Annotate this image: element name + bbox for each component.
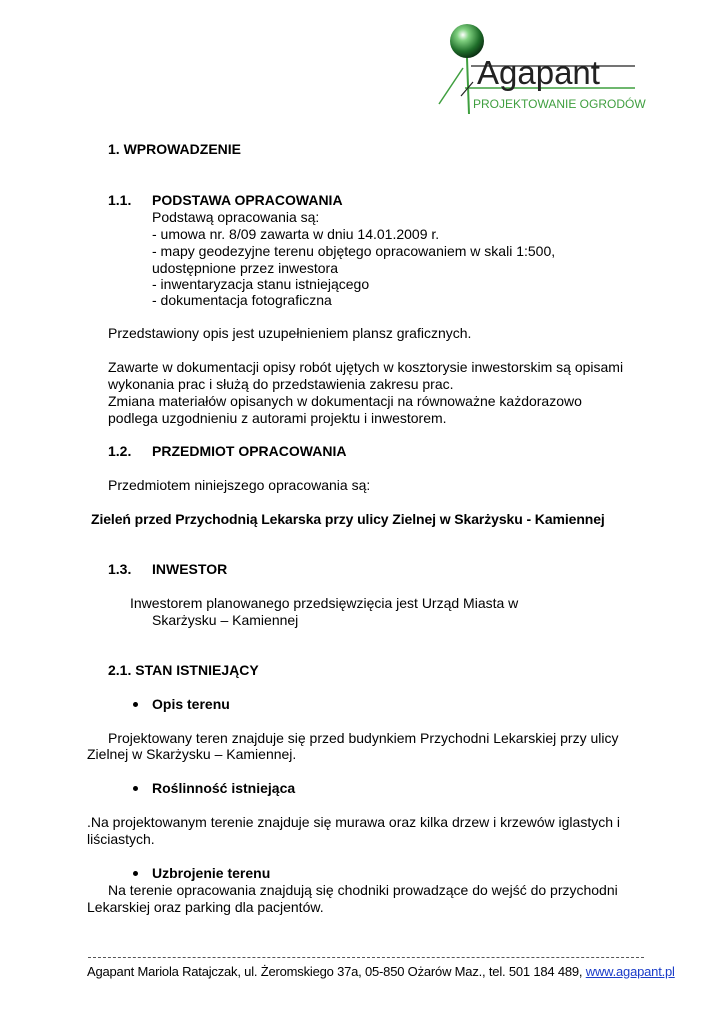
bullet-icon: [133, 786, 138, 791]
logo-brand: Agapant: [477, 54, 600, 91]
utilities-line: Lekarskiej oraz parking dla pacjentów.: [87, 899, 324, 915]
section-1-3-number: 1.3.: [108, 561, 132, 577]
bullet-title-utilities: Uzbrojenie terenu: [152, 865, 271, 881]
investor-line: Skarżysku – Kamiennej: [152, 612, 299, 628]
subject-intro: Przedmiotem niniejszego opracowania są:: [108, 477, 371, 493]
basis-line: Podstawą opracowania są:: [152, 209, 320, 225]
utilities-line: Na terenie opracowania znajdują się chodniki prowadzące do wejść do przychodni: [108, 882, 618, 898]
basis-line: - inwentaryzacja stanu istniejącego: [152, 276, 370, 292]
investor-line: Inwestorem planowanego przedsięwzięcia jest Urząd Miasta w: [130, 595, 519, 611]
footer: [87, 964, 675, 979]
subject-title: Zieleń przed Przychodnią Lekarska przy ulicy Zielnej w Skarżysku - Kamiennej: [91, 511, 605, 527]
section-1-3-title: INWESTOR: [152, 561, 228, 577]
paragraph-line: Zmiana materiałów opisanych w dokumentacji na równoważne każdorazowo: [108, 393, 582, 409]
bullet-icon: [133, 702, 138, 707]
vegetation-line: .Na projektowanym terenie znajduje się murawa oraz kilka drzew i krzewów iglastych i: [87, 814, 620, 830]
paragraph-line: podlega uzgodnieniu z autorami projektu i inwestorem.: [108, 410, 447, 426]
basis-line: - mapy geodezyjne terenu objętego opracowaniem w skali 1:500,: [152, 243, 556, 259]
paragraph-graphics: Przedstawiony opis jest uzupełnieniem plansz graficznych.: [108, 325, 472, 341]
footer-divider: [88, 957, 644, 958]
logo-graphic: [435, 22, 650, 122]
terrain-line: Projektowany teren znajduje się przed budynkiem Przychodni Lekarskiej przy ulicy: [108, 730, 619, 746]
section-1-2-title: PRZEDMIOT OPRACOWANIA: [152, 443, 347, 459]
section-1-1-title: PODSTAWA OPRACOWANIA: [152, 192, 343, 208]
basis-line: - umowa nr. 8/09 zawarta w dniu 14.01.2009 r.: [152, 226, 440, 242]
paragraph-line: wykonania prac i służą do przedstawienia zakresu prac.: [108, 376, 454, 392]
section-1-1-number: 1.1.: [108, 192, 132, 208]
bullet-title-vegetation: Roślinność istniejąca: [152, 780, 296, 796]
basis-line: udostępnione przez inwestora: [152, 260, 339, 276]
logo-subtitle: PROJEKTOWANIE OGRODÓW: [473, 97, 646, 111]
section-2-1-title: 2.1. STAN ISTNIEJĄCY: [108, 662, 259, 678]
logo-ball-icon: [450, 24, 484, 58]
basis-line: - dokumentacja fotograficzna: [152, 292, 332, 308]
section-1-title: 1. WPROWADZENIE: [108, 141, 242, 157]
footer-website-link[interactable]: www.agapant.pl: [585, 964, 675, 979]
terrain-line: Zielnej w Skarżysku – Kamiennej.: [87, 746, 297, 762]
bullet-title-terrain: Opis terenu: [152, 696, 230, 712]
vegetation-line: liściastych.: [87, 831, 155, 847]
bullet-icon: [133, 871, 138, 876]
footer-address: Agapant Mariola Ratajczak, ul. Żeromskiego 37a, 05-850 Ożarów Maz., tel. 501 184 489,: [87, 964, 586, 979]
section-1-2-number: 1.2.: [108, 443, 132, 459]
paragraph-line: Zawarte w dokumentacji opisy robót ujętych w kosztorysie inwestorskim są opisami: [108, 359, 624, 375]
company-logo: [435, 22, 650, 122]
